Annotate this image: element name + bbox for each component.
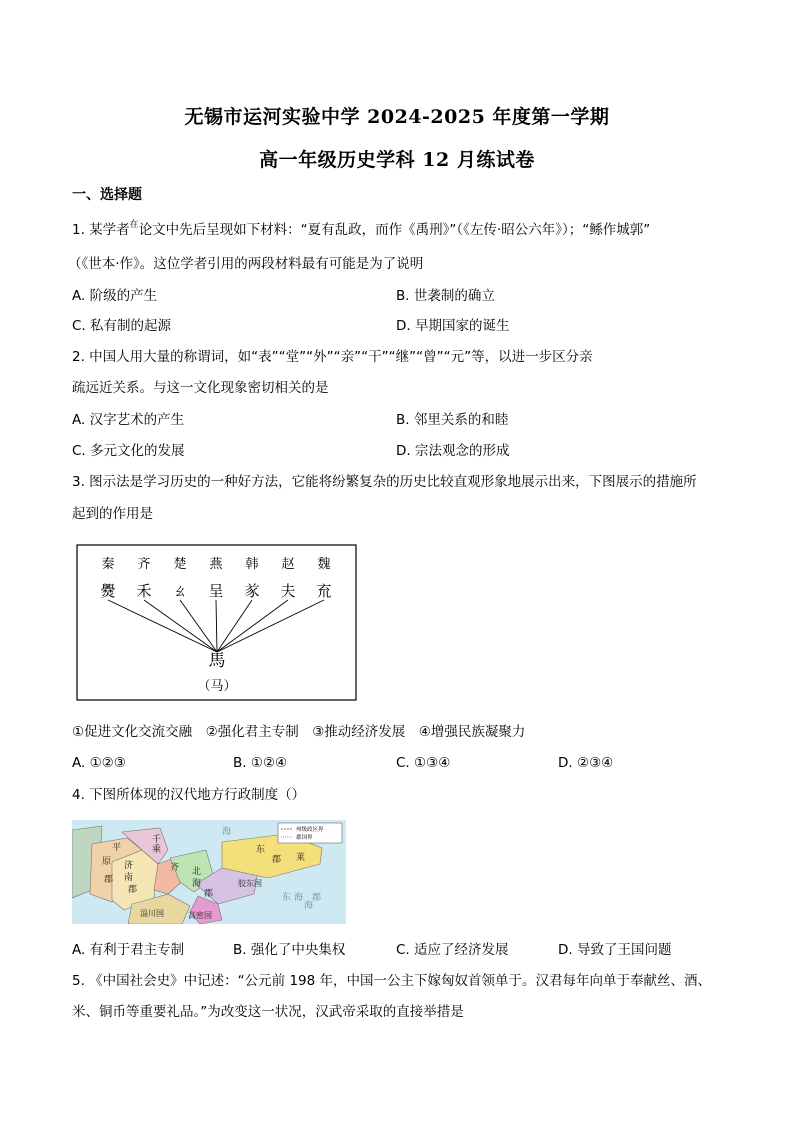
map-label: 郡 (312, 893, 322, 903)
question-3-line2: 起到的作用是 (72, 506, 153, 522)
state-name: 齐 (137, 557, 151, 572)
legend-label-commandery: 郡国界 (296, 835, 313, 841)
q1-superscript: 在 (129, 220, 139, 230)
question-5-line2: 米、铜币等重要礼品。”为改变这一状况，汉武帝采取的直接举措是 (72, 1004, 464, 1020)
q4-option-a[interactable]: A. 有利于君主专制 (72, 942, 185, 958)
q1-prefix: 1. 某学者 (72, 222, 130, 238)
q1-option-a[interactable]: A. 阶级的产生 (72, 288, 158, 304)
map-label: 郡 (104, 875, 114, 885)
map-label: 海 (192, 879, 202, 889)
q2-option-d[interactable]: D. 宗法观念的形成 (396, 443, 510, 459)
map-label: 北 (192, 867, 202, 877)
state-glyph: 夫 (280, 582, 296, 600)
state-name: 燕 (209, 557, 223, 572)
map-label: 海 (304, 901, 314, 911)
horse-character-figure (76, 544, 358, 702)
map-label: 胶东国 (238, 879, 262, 888)
question-4-line1: 4. 下图所体现的汉代地方行政制度（） (72, 787, 306, 803)
question-2-line1: 2. 中国人用大量的称谓词，如“表”“堂”“外”“亲”“干”“继”“曾”“元”等，以进一步区分亲 (72, 349, 593, 365)
han-administrative-map (72, 820, 346, 924)
map-label: 济 (124, 861, 134, 871)
q2-option-a[interactable]: A. 汉字艺术的产生 (72, 412, 185, 428)
map-label: 千 (152, 835, 162, 845)
question-1-line2: （《世本·作》。这位学者引用的两段材料最有可能是为了说明 (68, 256, 424, 272)
q3-option-b[interactable]: B. ①②④ (233, 755, 288, 771)
center-horse-glyph: 馬 (208, 651, 226, 671)
question-1-line1 (72, 220, 650, 242)
map-label: 乘 (152, 845, 162, 855)
state-glyph: 呈 (208, 582, 224, 600)
map-label: 郡 (204, 889, 214, 899)
q3-option-a[interactable]: A. ①②③ (72, 755, 126, 771)
map-label: 齐 (170, 863, 180, 873)
q1-option-c[interactable]: C. 私有制的起源 (72, 318, 172, 334)
han-map-figure (72, 820, 346, 924)
exam-title-line1: 无锡市运河实验中学 2024-2025 年度第一学期 (184, 106, 610, 128)
horse-character-diagram (76, 544, 358, 702)
q4-option-d[interactable]: D. 导致了王国问题 (558, 942, 672, 958)
question-5-line1: 5. 《中国社会史》中记述：“公元前 198 年，中国一公主下嫁匈奴首领单于。汉君每年向单于奉献丝、酒、 (72, 973, 712, 989)
map-label: 南 (124, 873, 134, 883)
exam-title-line2: 高一年级历史学科 12 月练试卷 (259, 149, 535, 171)
legend-label-province: 州级政区界 (296, 827, 324, 833)
state-name: 赵 (281, 557, 295, 572)
q2-option-b[interactable]: B. 邻里关系的和睦 (396, 412, 509, 428)
question-3-statements: ①促进文化交流交融 ②强化君主专制 ③推动经济发展 ④增强民族凝聚力 (72, 724, 526, 740)
map-label: 淄川国 (140, 909, 164, 918)
state-glyph: 禾 (136, 582, 152, 600)
state-name: 韩 (245, 557, 259, 572)
map-label: 高密国 (188, 911, 212, 920)
q1-option-b[interactable]: B. 世袭制的确立 (396, 288, 495, 304)
q4-option-c[interactable]: C. 适应了经济发展 (396, 942, 509, 958)
question-2-line2: 疏远近关系。与这一文化现象密切相关的是 (72, 380, 329, 396)
map-label: 东 (256, 845, 266, 855)
map-label: 莱 (296, 853, 306, 863)
state-glyph: ㄠ (172, 582, 188, 600)
map-label: 郡 (128, 885, 138, 895)
section-heading: 一、选择题 (72, 187, 142, 203)
state-name: 魏 (317, 557, 331, 572)
state-glyph: 㒸 (244, 582, 260, 600)
state-name: 秦 (101, 557, 115, 572)
map-label: 郡 (272, 855, 282, 865)
map-label: 东 (282, 893, 292, 903)
state-glyph: 㐬 (316, 582, 332, 600)
q3-option-d[interactable]: D. ②③④ (558, 755, 614, 771)
figure-caption: （马） (197, 679, 237, 694)
map-label: 海 (222, 827, 232, 837)
map-label: 平 (112, 843, 122, 853)
map-label: 海 (294, 893, 304, 903)
q1-option-d[interactable]: D. 早期国家的诞生 (396, 318, 510, 334)
q4-option-b[interactable]: B. 强化了中央集权 (233, 942, 346, 958)
state-glyph: 㸑 (100, 582, 116, 600)
q3-option-c[interactable]: C. ①③④ (396, 755, 451, 771)
map-label: 原 (102, 857, 112, 867)
q1-text: 论文中先后呈现如下材料：“夏有乱政，而作《禹刑》”（《左传·昭公六年》）；“鲧作城郭” (138, 222, 651, 238)
question-3-line1: 3. 图示法是学习历史的一种好方法，它能将纷繁复杂的历史比较直观形象地展示出来，下图展示的措施所 (72, 474, 697, 490)
state-name: 楚 (173, 557, 187, 572)
q2-option-c[interactable]: C. 多元文化的发展 (72, 443, 185, 459)
